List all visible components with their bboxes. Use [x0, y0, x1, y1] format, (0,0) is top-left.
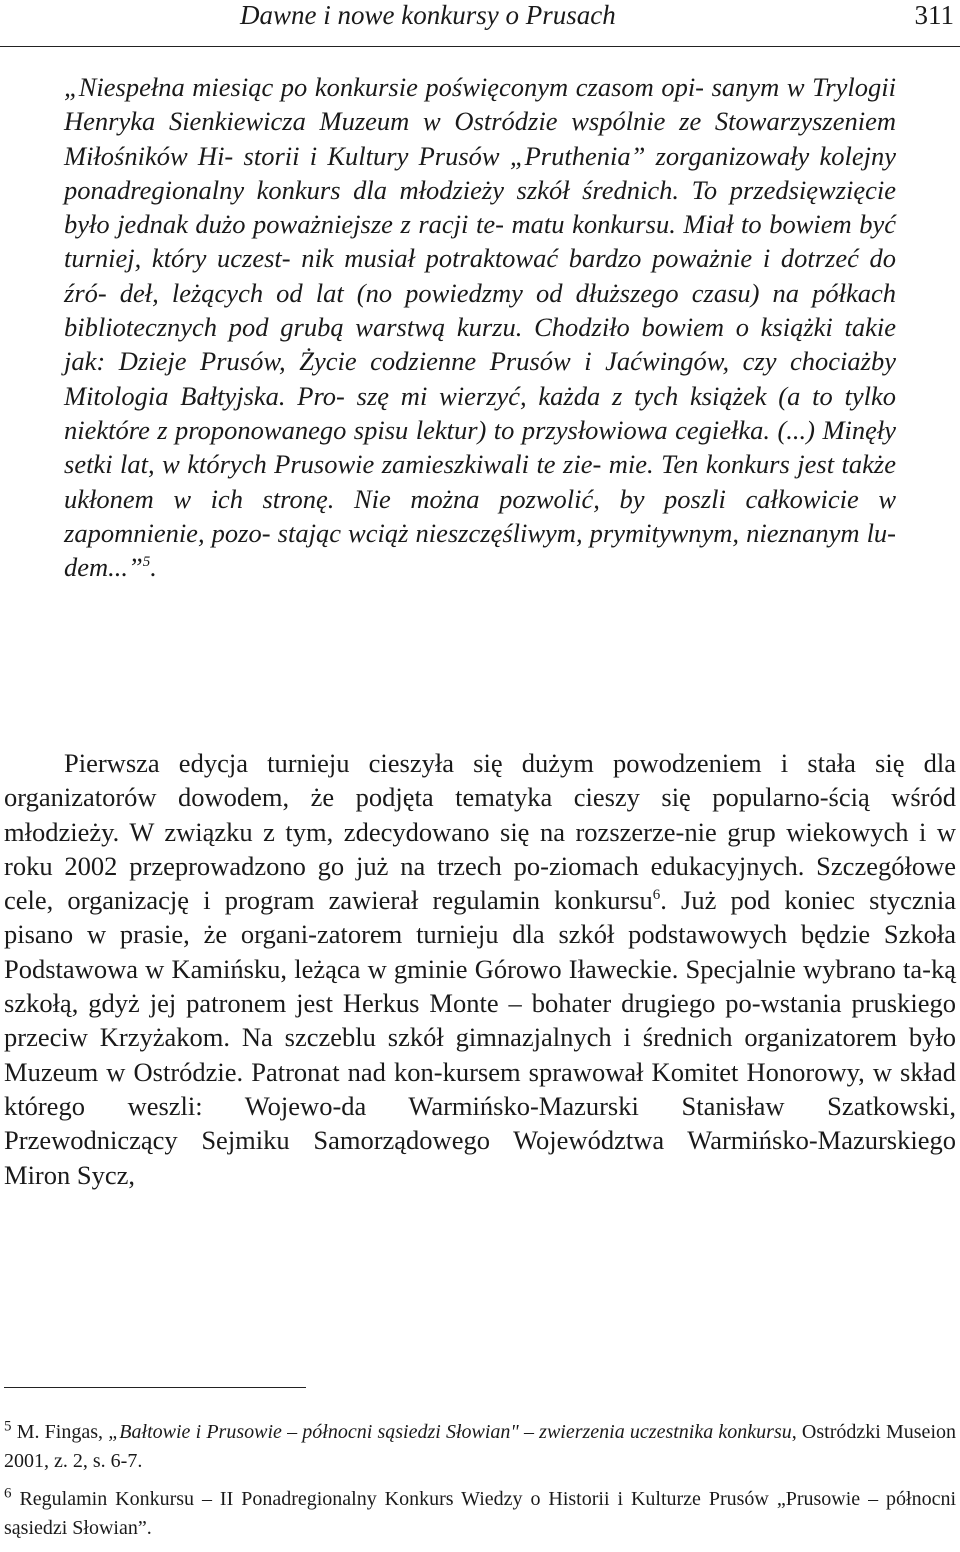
paragraph-text: Pierwsza edycja turnieju cieszyła się dużym powodzeniem i stała się dla organizatorów dowodem, że podjęta tematyka cieszy się popularno-ścią wśród młodzieży. W związku z tym, zdecydowano się na rozszerze-nie grup wiekowych i w roku 2002 przeprowadzono go już na trzech po-ziomach edukacyjnych. Szczegółowe cele, organizację i program zawierał regulamin konkursu [4, 748, 956, 916]
footnote-reference: 5 [142, 554, 151, 571]
quote-line: stając wciąż nieszczęśliwym, prymitywnym, nieznanym lu- [277, 517, 897, 548]
footnotes [4, 1418, 956, 1552]
quote-line: ponadregionalny konkurs dla młodzieży szkół średnich. To [64, 174, 718, 205]
quote-line: półkach bibliotecznych pod grubą warstwą kurzu. Chodziło [64, 277, 896, 343]
quote-line: dem...” [64, 552, 143, 583]
quote-line: sanym w Trylogii Henryka Sienkiewicza Muzeum [64, 72, 897, 137]
footnote-reference: 6 [652, 887, 661, 904]
quote-line: w Ostródzie wspólnie ze Stowarzyszeniem Miłośników Hi- [64, 106, 896, 171]
footnote-author: M. Fingas, [16, 1421, 109, 1443]
footnote-text: Regulamin Konkursu – II Ponadregionalny Konkurs Wiedzy o Historii i Kulturze Prusów „Prusowie – północni sąsiedzi Słowian”. [4, 1488, 957, 1539]
quote-line: szę mi wierzyć, każda z tych książek (a to tylko niektóre [64, 380, 896, 445]
running-header [0, 0, 960, 47]
quote-line: deł, leżących od lat (no powiedzmy od dłuższego czasu) na [119, 277, 800, 308]
footnote-separator [4, 1387, 306, 1388]
quote-line: mie. Ten konkurs jest także ukłonem w ich stronę. Nie [64, 449, 896, 514]
footnote-source: , Ostródzki Museion 2001, z. 2, s. 6-7. [4, 1421, 956, 1472]
quote-end: . [150, 552, 157, 583]
quote-line: można pozwolić, by poszli całkowicie w zapomnienie, pozo- [64, 483, 897, 548]
block-quote [64, 70, 896, 584]
footnote [4, 1485, 956, 1543]
quote-line: Minęły setki lat, w których Prusowie zamieszkiwali te zie- [64, 414, 897, 480]
quote-line: storii i Kultury Prusów „Pruthenia” zorganizowały kolejny [243, 140, 896, 171]
quote-line: Prusów i Jaćwingów, czy chociażby Mitologia Bałtyjska. Pro- [64, 346, 896, 411]
footnote-number: 5 [4, 1418, 12, 1435]
body-paragraph [4, 746, 956, 1192]
quote-line: matu konkursu. Miał to bowiem być turniej, który uczest- [64, 209, 896, 274]
quote-line: „Niespełna miesiąc po konkursie poświęconym czasom opi- [64, 72, 705, 102]
quote-line: z proponowanego spisu lektur) to przysłowiowa cegiełka. (...) [157, 414, 815, 445]
paragraph-text-continued: . Już pod koniec stycznia pisano w prasie, że organi-zatorem turnieju dla szkół podstawowych będzie Szkoła Podstawowa w Kamińsku, leżąca w gminie Górowo Iławeckie. Specjalnie wybrano ta-ką szkołą, gdyż jej patronem jest Herkus Monte – bohater drugiego po-wstania pruskiego przeciw Krzyżakom. Na szczeblu szkół gimnazjalnych i średnich organizatorem było Muzeum w Ostródzie. Patronat nad kon-kursem sprawował Komitet Honorowy, w skład którego weszli: Wojewo-da Warmińsko-Mazurski Stanisław Szatkowski, Przewodniczący Sejmiku Samorządowego Województwa Warmińsko-Mazurskiego Miron Sycz, [4, 885, 956, 1190]
running-title: Dawne i nowe konkursy o Prusach [240, 0, 616, 30]
page-number: 311 [914, 0, 954, 30]
quote-line: nik musiał potraktować bardzo poważnie i dotrzeć do źró- [64, 243, 896, 308]
quote-line: przedsięwzięcie było jednak dużo poważniejsze z racji te- [64, 174, 897, 240]
footnote-title: „Bałtowie i Prusowie – północni sąsiedzi Słowian" – zwierzenia uczestnika konkursu [108, 1421, 792, 1443]
quote-line: bowiem o książki takie jak: Dzieje Prusów, Życie codzienne [64, 312, 897, 377]
footnote [4, 1418, 956, 1476]
footnote-number: 6 [4, 1485, 12, 1502]
